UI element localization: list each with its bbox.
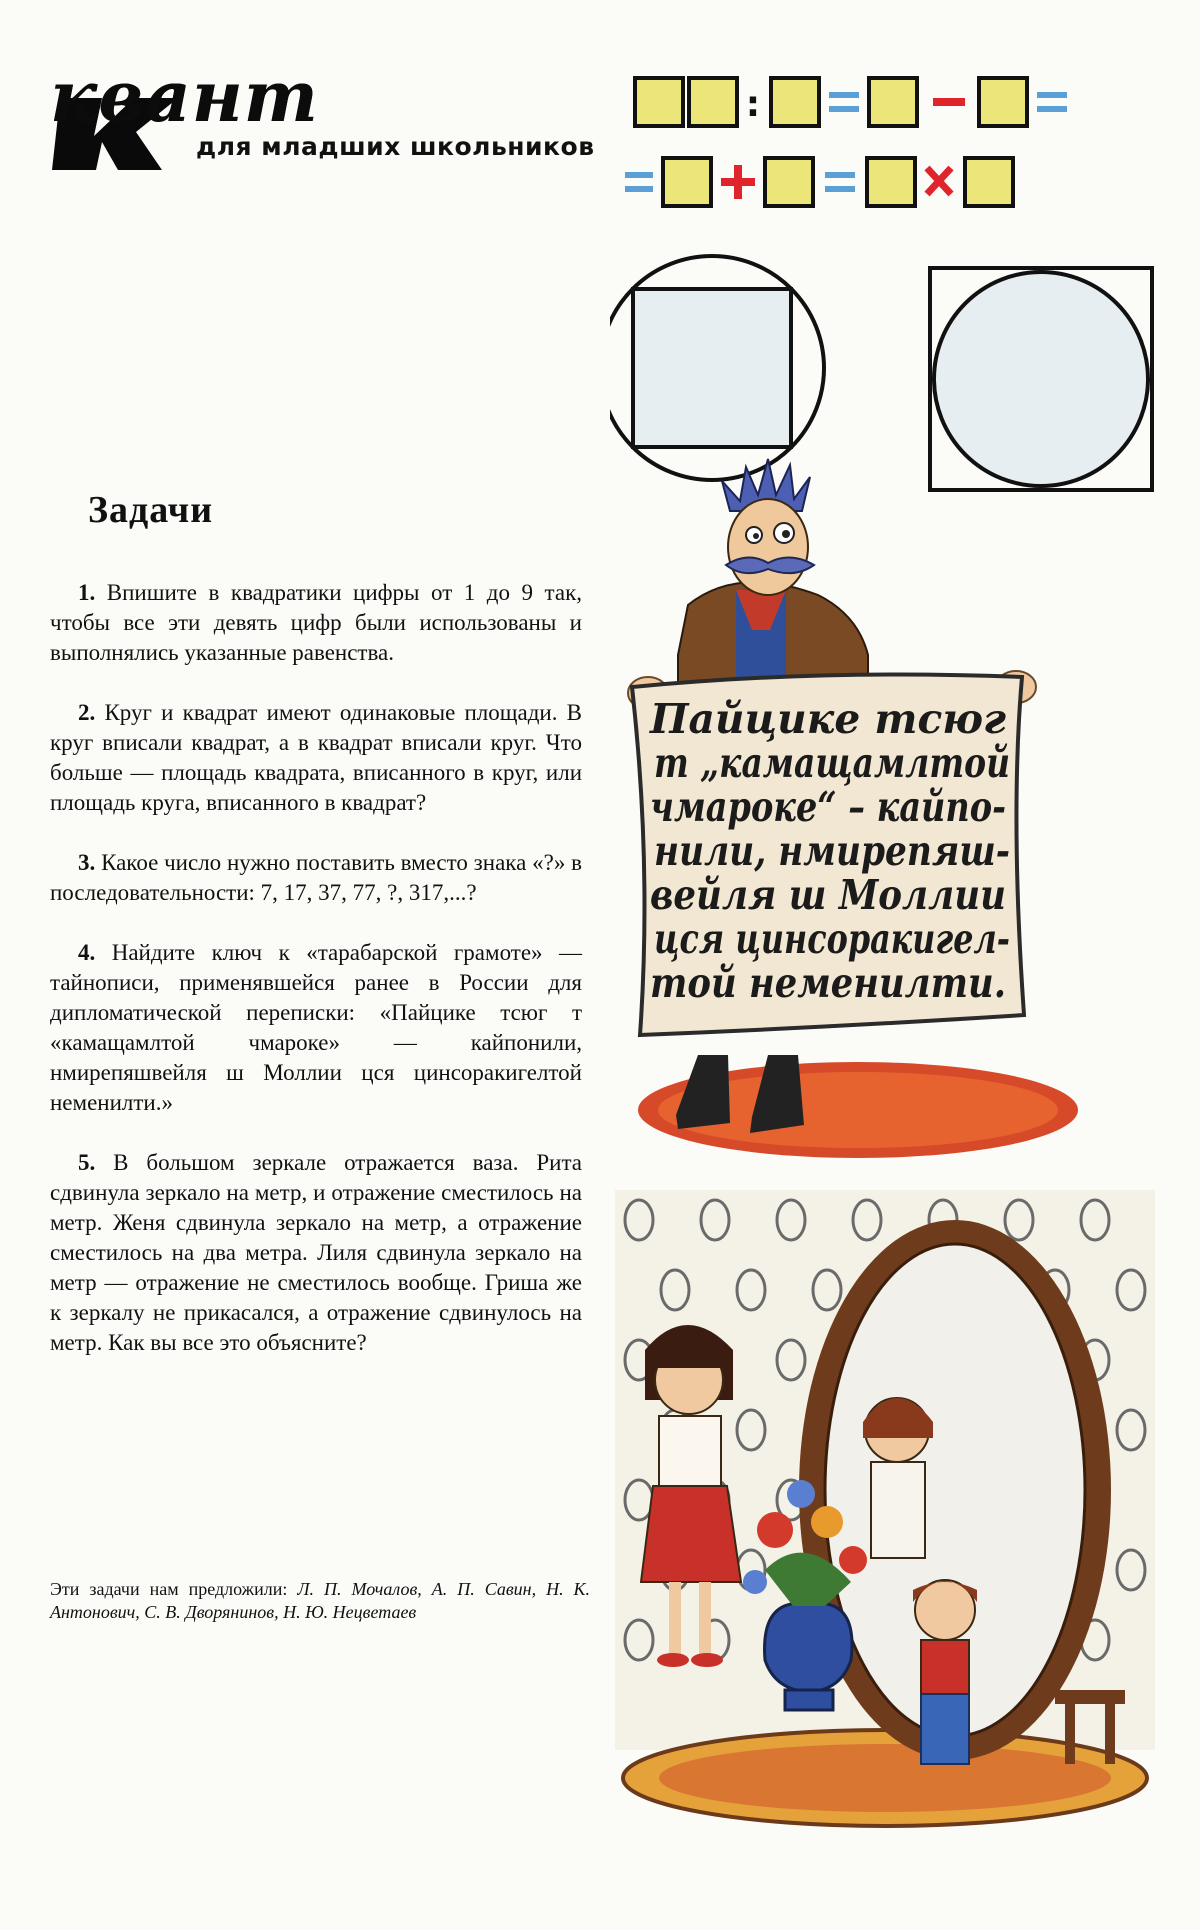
- girl-skirt: [641, 1486, 741, 1582]
- side-table: [1055, 1690, 1125, 1704]
- equals-sign: [625, 172, 653, 192]
- digit-box: [965, 158, 1013, 206]
- credits-prefix: Эти задачи нам предложили:: [50, 1579, 288, 1599]
- digit-box: [689, 78, 737, 126]
- problem-number: 3.: [78, 850, 96, 875]
- cipher-line: т „камащамлтой: [654, 739, 1010, 787]
- times-sign: [927, 168, 951, 194]
- digit-puzzle-figure: [625, 70, 1150, 210]
- minus-sign: [933, 98, 965, 106]
- equals-sign: [829, 92, 859, 112]
- cipher-banner-illustration: [618, 455, 1146, 1175]
- equals-sign: [825, 172, 855, 192]
- digit-box: [765, 158, 813, 206]
- digit-box: [663, 158, 711, 206]
- logo-subtitle: для младших школьников: [196, 132, 595, 161]
- boot-right: [750, 1055, 804, 1133]
- problem-2: [50, 698, 582, 818]
- problem-5: [50, 1148, 582, 1358]
- cipher-line: нили, нмирепяш-: [654, 827, 1010, 875]
- vase: [765, 1604, 852, 1692]
- problem-number: 2.: [78, 700, 96, 725]
- digit-box: [979, 78, 1027, 126]
- cipher-line: цся цинсоракигел-: [654, 915, 1010, 963]
- problem-4: [50, 938, 582, 1118]
- problem-text: Какое число нужно поставить вместо знака «?» в последовательности: 7, 17, 37, 77, ?, 317,...?: [50, 850, 582, 905]
- girl-blouse: [659, 1416, 721, 1488]
- digit-box: [635, 78, 683, 126]
- digit-box: [869, 78, 917, 126]
- boy-shirt: [921, 1640, 969, 1696]
- puzzle-row-1: [635, 78, 1067, 126]
- problem-number: 1.: [78, 580, 96, 605]
- divide-sign: :: [745, 84, 761, 125]
- problem-text: В большом зеркале отражается ваза. Рита сдвинула зеркало на метр, и отражение сместилось на метр. Женя сдвинула зеркало на метр, а отражение сместилось на два метра. Лиля сдвинула зеркало на метр — отражение не сместилось вообще. Гриша же к зеркалу не прикасался, а отражение сдвинулось на метр. Как вы все это объясните?: [50, 1150, 583, 1355]
- credits-names: Л. П. Мочалов, А. П. Савин, Н. К. Антонович, С. В. Дворянинов, Н. Ю. Нецветаев: [50, 1579, 591, 1622]
- problem-1: [50, 578, 582, 668]
- boy-trousers: [921, 1694, 969, 1764]
- cipher-line: вейля ш Моллии: [650, 871, 1006, 919]
- plus-sign: [721, 165, 755, 199]
- problem-3: [50, 848, 582, 908]
- problem-text: Впишите в квадратики цифры от 1 до 9 так, чтобы все эти девять цифр были использованы и выполнялись указанные равенства.: [50, 580, 583, 665]
- problem-number: 5.: [78, 1150, 96, 1175]
- problem-number: 4.: [78, 940, 96, 965]
- cipher-text-lines: [649, 695, 1010, 1007]
- problem-list: [50, 578, 582, 1388]
- digit-box: [867, 158, 915, 206]
- magazine-logo: [48, 55, 595, 180]
- mirror-scene-illustration: [615, 1190, 1155, 1830]
- credits: [50, 1578, 590, 1624]
- clerk-face: [728, 499, 808, 595]
- problem-text: Найдите ключ к «тарабарской грамоте» — тайнописи, применявшейся ранее в России для дипломатической переписки: «Пайцике тсюг т «камащамлтой чмароке» — кайпонили, нмирепяшвейля ш Моллии цся цинсоракигелтой неменилти.»: [50, 940, 582, 1115]
- square-in-circle: [610, 256, 824, 480]
- logo-wordmark: квант: [50, 55, 319, 138]
- cipher-line: той неменилти.: [650, 959, 1006, 1007]
- puzzle-row-2: [625, 158, 1013, 206]
- section-title: Задачи: [88, 489, 214, 531]
- cipher-line: Пайцике тсюг: [649, 695, 1006, 743]
- cipher-line: чмароке“ – кайпо-: [650, 783, 1006, 831]
- digit-box: [771, 78, 819, 126]
- problem-text: Круг и квадрат имеют одинаковые площади. В круг вписали квадрат, а в квадрат вписали круг. Что больше — площадь квадрата, вписанного в круг, или площадь круга, вписанного в квадрат?: [50, 700, 583, 815]
- equals-sign: [1037, 92, 1067, 112]
